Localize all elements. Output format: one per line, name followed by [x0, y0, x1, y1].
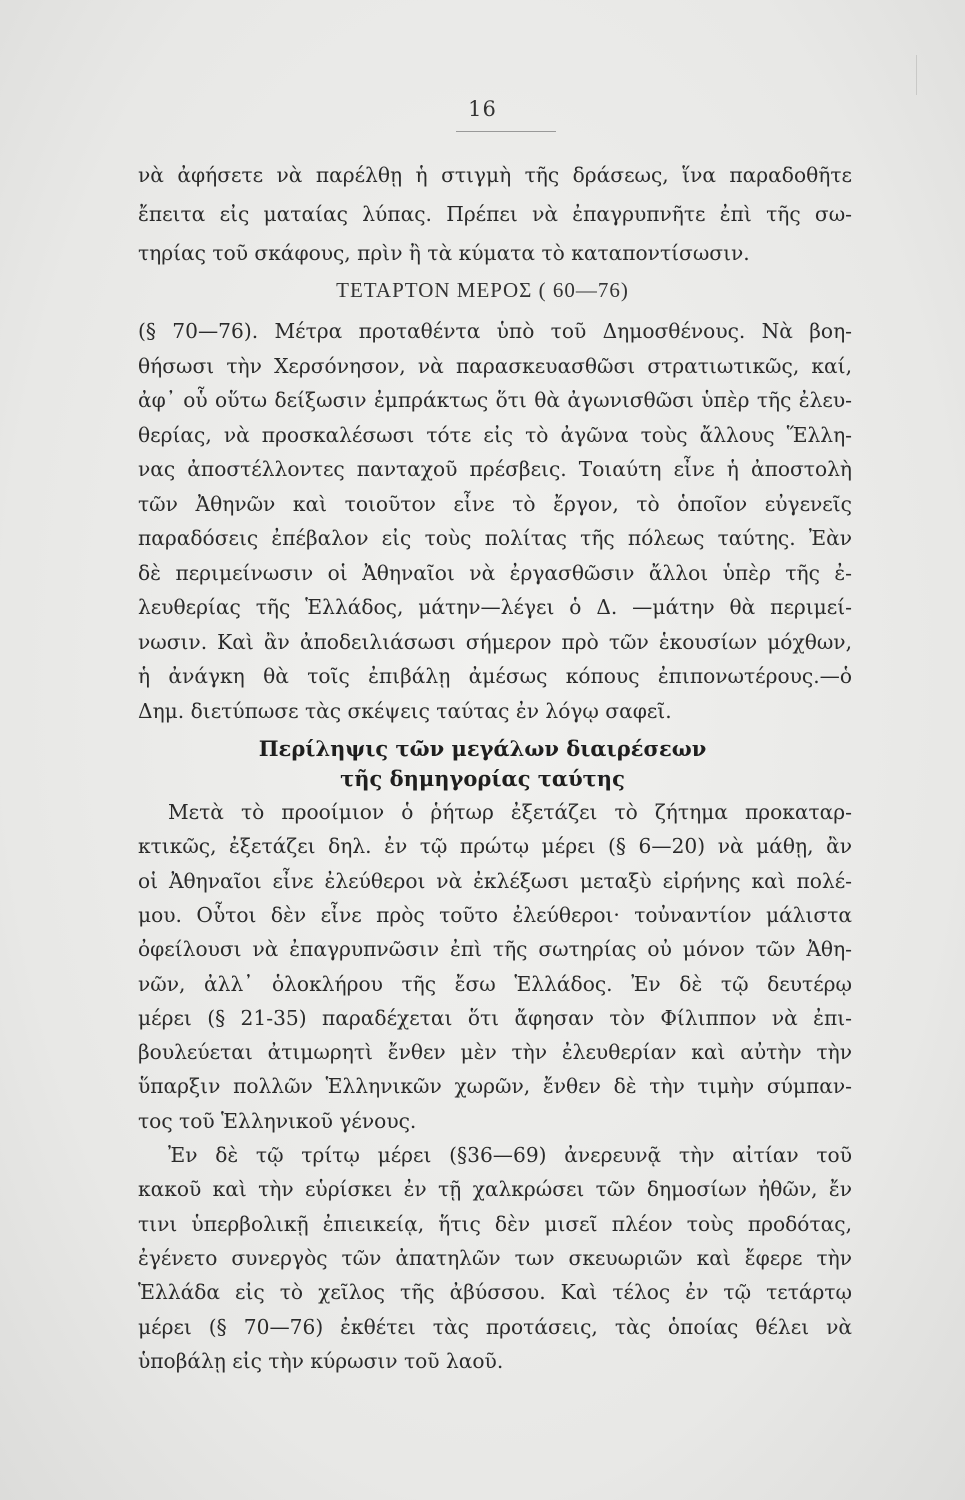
text-line: τινι ὑπερβολικῇ ἐπιεικείᾳ, ἥτις δὲν μισεῖ πλέον τοὺς προδότας, — [138, 1211, 852, 1236]
text-line: νας ἀποστέλλοντες πανταχοῦ πρέσβεις. Τοιαύτη εἶνε ἡ ἀποστολὴ — [138, 457, 852, 481]
text-line: μέρει (§ 70—76) ἐκθέτει τὰς προτάσεις, τὰς ὁποίας θέλει νὰ — [138, 1314, 852, 1339]
text-line: ἀφ᾽ οὗ οὕτω δείξωσιν ἐμπράκτως ὅτι θὰ ἀγωνισθῶσι ὑπὲρ τῆς ἐλευ- — [138, 388, 852, 412]
text-line: Δημ. διετύπωσε τὰς σκέψεις ταύτας ἐν λόγῳ σαφεῖ. — [138, 698, 672, 723]
text-line: ὕπαρξιν πολλῶν Ἑλληνικῶν χωρῶν, ἔνθεν δὲ τὴν τιμὴν σύμπαν- — [138, 1074, 852, 1099]
text-line: Ἑλλάδα εἰς τὸ χεῖλος τῆς ἀβύσσου. Καὶ τέλος ἐν τῷ τετάρτῳ — [138, 1280, 852, 1305]
text-line: Μετὰ τὸ προοίμιον ὁ ῥήτωρ ἐξετάζει τὸ ζήτημα προκαταρ- — [168, 800, 852, 824]
summary-subheading: τῆς δημηγορίας ταύτης — [340, 766, 625, 791]
text-line: ὑποβάλῃ εἰς τὴν κύρωσιν τοῦ λαοῦ. — [138, 1348, 504, 1373]
summary-heading: Περίληψις τῶν μεγάλων διαιρέσεων — [258, 736, 707, 761]
text-line: τῶν Ἀθηνῶν καὶ τοιοῦτον εἶνε τὸ ἔργον, τὸ ὁποῖον εὐγενεῖς — [138, 491, 852, 516]
text-line: κακοῦ καὶ τὴν εὑρίσκει ἐν τῇ χαλκρώσει τῶν δημοσίων ἠθῶν, ἔν — [138, 1177, 852, 1202]
text-line: δὲ περιμείνωσιν οἱ Ἀθηναῖοι νὰ ἐργασθῶσιν ἄλλοι ὑπὲρ τῆς ἐ- — [138, 560, 852, 585]
text-line: μέρει (§ 21-35) παραδέχεται ὅτι ἄφησαν τὸν Φίλιππον νὰ ἐπι- — [138, 1005, 852, 1030]
text-line: οἱ Ἀθηναῖοι εἶνε ἐλεύθεροι νὰ ἐκλέξωσι μεταξὺ εἰρήνης καὶ πολέ- — [138, 868, 852, 893]
text-line: ἔπειτα εἰς ματαίας λύπας. Πρέπει νὰ ἐπαγρυπνῆτε ἐπὶ τῆς σω- — [138, 202, 852, 226]
text-line: νῶν, ἀλλ᾽ ὁλοκλήρου τῆς ἔσω Ἑλλάδος. Ἐν δὲ τῷ δευτέρῳ — [138, 971, 852, 996]
text-line: κτικῶς, ἐξετάζει δηλ. ἐν τῷ πρώτῳ μέρει (§ 6—20) νὰ μάθῃ, ἂν — [138, 834, 852, 859]
text-line: θερίας, νὰ προσκαλέσωσι τότε εἰς τὸ ἀγῶνα τοὺς ἄλλους Ἕλλη- — [138, 422, 852, 447]
header-rule — [456, 131, 556, 132]
page-number: 16 — [468, 97, 497, 121]
text-line: θήσωσι τὴν Χερσόνησον, νὰ παρασκευασθῶσι στρατιωτικῶς, καί, — [138, 353, 852, 378]
text-line: Ἐν δὲ τῷ τρίτῳ μέρει (§36—69) ἀνερευνᾷ τὴν αἰτίαν τοῦ — [168, 1143, 852, 1167]
text-line: ἡ ἀνάγκη θὰ τοῖς ἐπιβάλῃ ἀμέσως κόπους ἐπιπονωτέρους.—ὁ — [138, 664, 852, 688]
text-line: μου. Οὗτοι δὲν εἶνε πρὸς τοῦτο ἐλεύθεροι· τοὐναντίον μάλιστα — [138, 902, 852, 927]
page-edge-mark — [916, 55, 917, 95]
text-line: παραδόσεις ἐπέβαλον εἰς τοὺς πολίτας τῆς πόλεως ταύτης. Ἐὰν — [138, 526, 852, 550]
part-heading: ΤΕΤΑΡΤΟΝ ΜΕΡΟΣ ( 60—76) — [336, 278, 629, 302]
text-line: ἐγένετο συνεργὸς τῶν ἀπατηλῶν των σκευωριῶν καὶ ἔφερε τὴν — [138, 1245, 852, 1270]
text-line: τηρίας τοῦ σκάφους, πρὶν ἢ τὰ κύματα τὸ καταποντίσωσιν. — [138, 241, 750, 265]
text-line: νὰ ἀφήσετε νὰ παρέλθῃ ἡ στιγμὴ τῆς δράσεως, ἵνα παραδοθῆτε — [138, 163, 852, 187]
text-line: (§ 70—76). Μέτρα προταθέντα ὑπὸ τοῦ Δημοσθένους. Νὰ βοη- — [138, 319, 852, 343]
text-line: ὀφείλουσι νὰ ἐπαγρυπνῶσιν ἐπὶ τῆς σωτηρίας οὐ μόνον τῶν Ἀθη- — [138, 937, 852, 962]
text-line: νωσιν. Καὶ ἂν ἀποδειλιάσωσι σήμερον πρὸ τῶν ἑκουσίων μόχθων, — [138, 629, 852, 654]
text-line: βουλεύεται ἀτιμωρητὶ ἔνθεν μὲν τὴν ἐλευθερίαν καὶ αὐτὴν τὴν — [138, 1040, 852, 1065]
text-line: λευθερίας τῆς Ἑλλάδος, μάτην—λέγει ὁ Δ. —μάτην θὰ περιμεί- — [138, 595, 852, 619]
text-line: τος τοῦ Ἑλληνικοῦ γένους. — [138, 1108, 417, 1133]
